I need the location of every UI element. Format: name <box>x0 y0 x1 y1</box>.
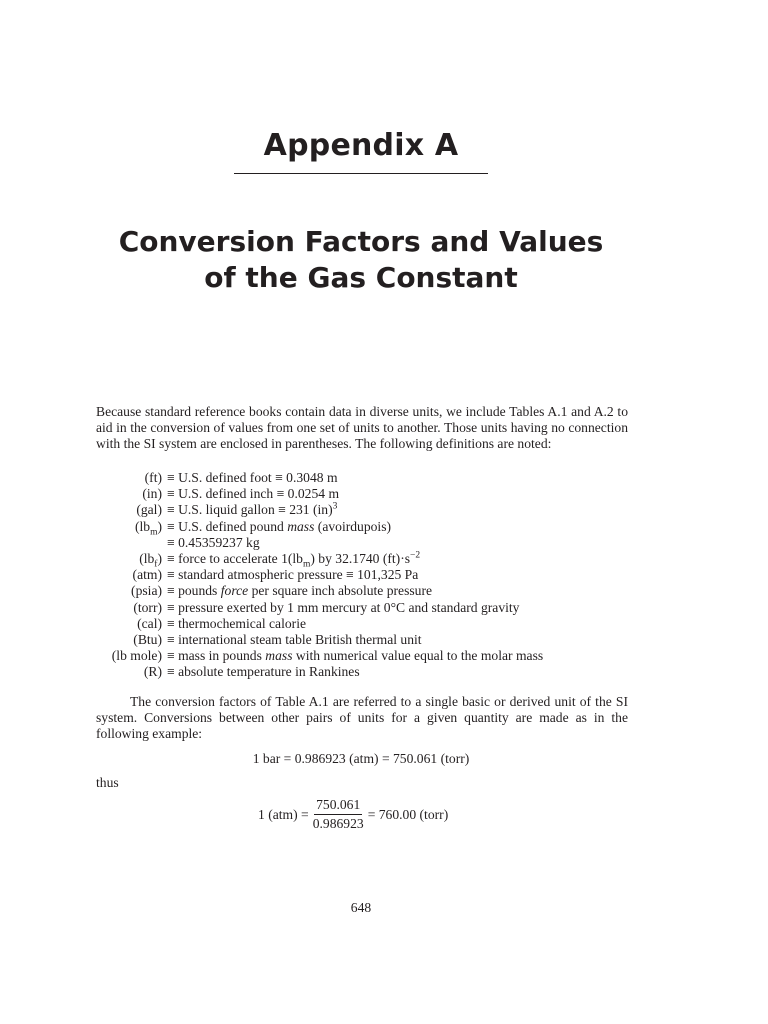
definition-text-part: ≡ pounds <box>167 583 221 599</box>
definition-text-part: ≡ force to accelerate 1(lb <box>167 550 303 566</box>
definition-text-part: ≡ U.S. liquid gallon ≡ 231 (in) <box>167 502 333 518</box>
definitions-list <box>0 470 768 680</box>
subscript: m <box>150 527 158 538</box>
example-equation: 1 bar = 0.986923 (atm) = 750.061 (torr) <box>252 751 470 766</box>
definition-text: ≡ 0.45359237 kg <box>167 534 260 550</box>
definition-text-part: (avoirdupois) <box>314 518 392 534</box>
definition-row-torr <box>0 600 768 616</box>
definition-text-part: per square inch absolute pressure <box>248 583 433 599</box>
superscript: −2 <box>410 550 421 561</box>
definition-text: ≡ U.S. defined inch ≡ 0.0254 m <box>167 486 340 502</box>
definition-text: ≡ standard atmospheric pressure ≡ 101,325 Pa <box>167 567 419 583</box>
unit-close: ) <box>157 518 162 534</box>
unit-close: ) <box>157 550 162 566</box>
unit-base: (lb <box>139 550 155 566</box>
definition-unit: (atm) <box>132 567 162 583</box>
definition-unit: (R) <box>143 664 162 680</box>
definition-text: ≡ U.S. defined foot ≡ 0.3048 m <box>167 470 338 485</box>
title-rule <box>234 173 488 174</box>
definition-text: ≡ international steam table British thermal unit <box>167 631 422 647</box>
chapter-title-line-2: of the Gas Constant <box>204 261 518 294</box>
definition-unit: (Btu) <box>133 631 162 647</box>
definition-row-cal <box>0 616 768 632</box>
definition-text <box>167 583 432 599</box>
definition-row-lbf <box>0 550 768 570</box>
definition-text <box>167 519 391 535</box>
definition-text: ≡ absolute temperature in Rankines <box>167 664 360 680</box>
definition-row-lbmole <box>0 648 768 664</box>
definition-unit: (in) <box>142 486 162 502</box>
fraction-denominator: 0.986923 <box>312 816 364 832</box>
page-number: 648 <box>350 900 372 915</box>
chapter-title <box>0 224 722 296</box>
italic-word: mass <box>265 648 293 664</box>
definition-row-gal <box>0 502 768 518</box>
definition-unit: (gal) <box>136 502 162 518</box>
chapter-title-line-1: Conversion Factors and Values <box>118 225 604 258</box>
definition-unit: (lb mole) <box>111 648 162 664</box>
definition-row-lbm-continued <box>0 535 768 551</box>
definition-unit: (cal) <box>137 615 162 631</box>
definition-text-part: ≡ U.S. defined pound <box>167 518 288 534</box>
definition-text-part: with numerical value equal to the molar mass <box>292 648 544 664</box>
equation-rhs: = 760.00 (torr) <box>367 806 449 822</box>
definition-unit <box>134 518 162 538</box>
definition-text: ≡ pressure exerted by 1 mm mercury at 0°C and standard gravity <box>167 599 520 615</box>
definition-row-btu <box>0 632 768 648</box>
definition-text: ≡ thermochemical calorie <box>167 615 307 631</box>
definition-row-r <box>0 664 768 680</box>
appendix-title: Appendix A <box>263 128 459 163</box>
definition-unit <box>139 550 162 570</box>
subscript: m <box>302 559 311 570</box>
definition-unit: (torr) <box>133 599 162 615</box>
subscript: f <box>154 559 158 570</box>
superscript: 3 <box>332 501 338 512</box>
fraction-equation <box>258 797 448 832</box>
thus-label: thus <box>96 775 119 790</box>
definition-unit: (psia) <box>131 583 162 599</box>
definition-unit: (ft) <box>144 470 162 485</box>
definition-row-atm <box>0 567 768 583</box>
fraction-numerator: 750.061 <box>314 797 362 815</box>
definition-text-part: ≡ mass in pounds <box>167 648 266 664</box>
italic-word: force <box>220 583 249 599</box>
conversion-paragraph: The conversion factors of Table A.1 are referred to a single basic or derived unit of the SI system. Conversions between other pairs of units for a given quantity are made as in the following example: <box>96 694 628 742</box>
fraction <box>313 797 364 832</box>
definition-row-psia <box>0 583 768 599</box>
definition-text <box>167 502 337 518</box>
definition-text <box>167 550 421 570</box>
intro-paragraph: Because standard reference books contain data in diverse units, we include Tables A.1 and A.2 to aid in the conversion of values from one set of units to another. Those units having no connection with the SI system are enclosed in parentheses. The following definitions are noted: <box>96 404 628 452</box>
definition-row-ft <box>0 470 768 486</box>
definition-text <box>167 648 543 664</box>
italic-word: mass <box>287 518 315 534</box>
definition-row-in <box>0 486 768 502</box>
equation-lhs: 1 (atm) = <box>258 806 309 822</box>
definition-row-lbm <box>0 518 768 538</box>
definition-text-part: ) by 32.1740 (ft)·s <box>310 550 411 566</box>
unit-base: (lb <box>134 518 151 534</box>
